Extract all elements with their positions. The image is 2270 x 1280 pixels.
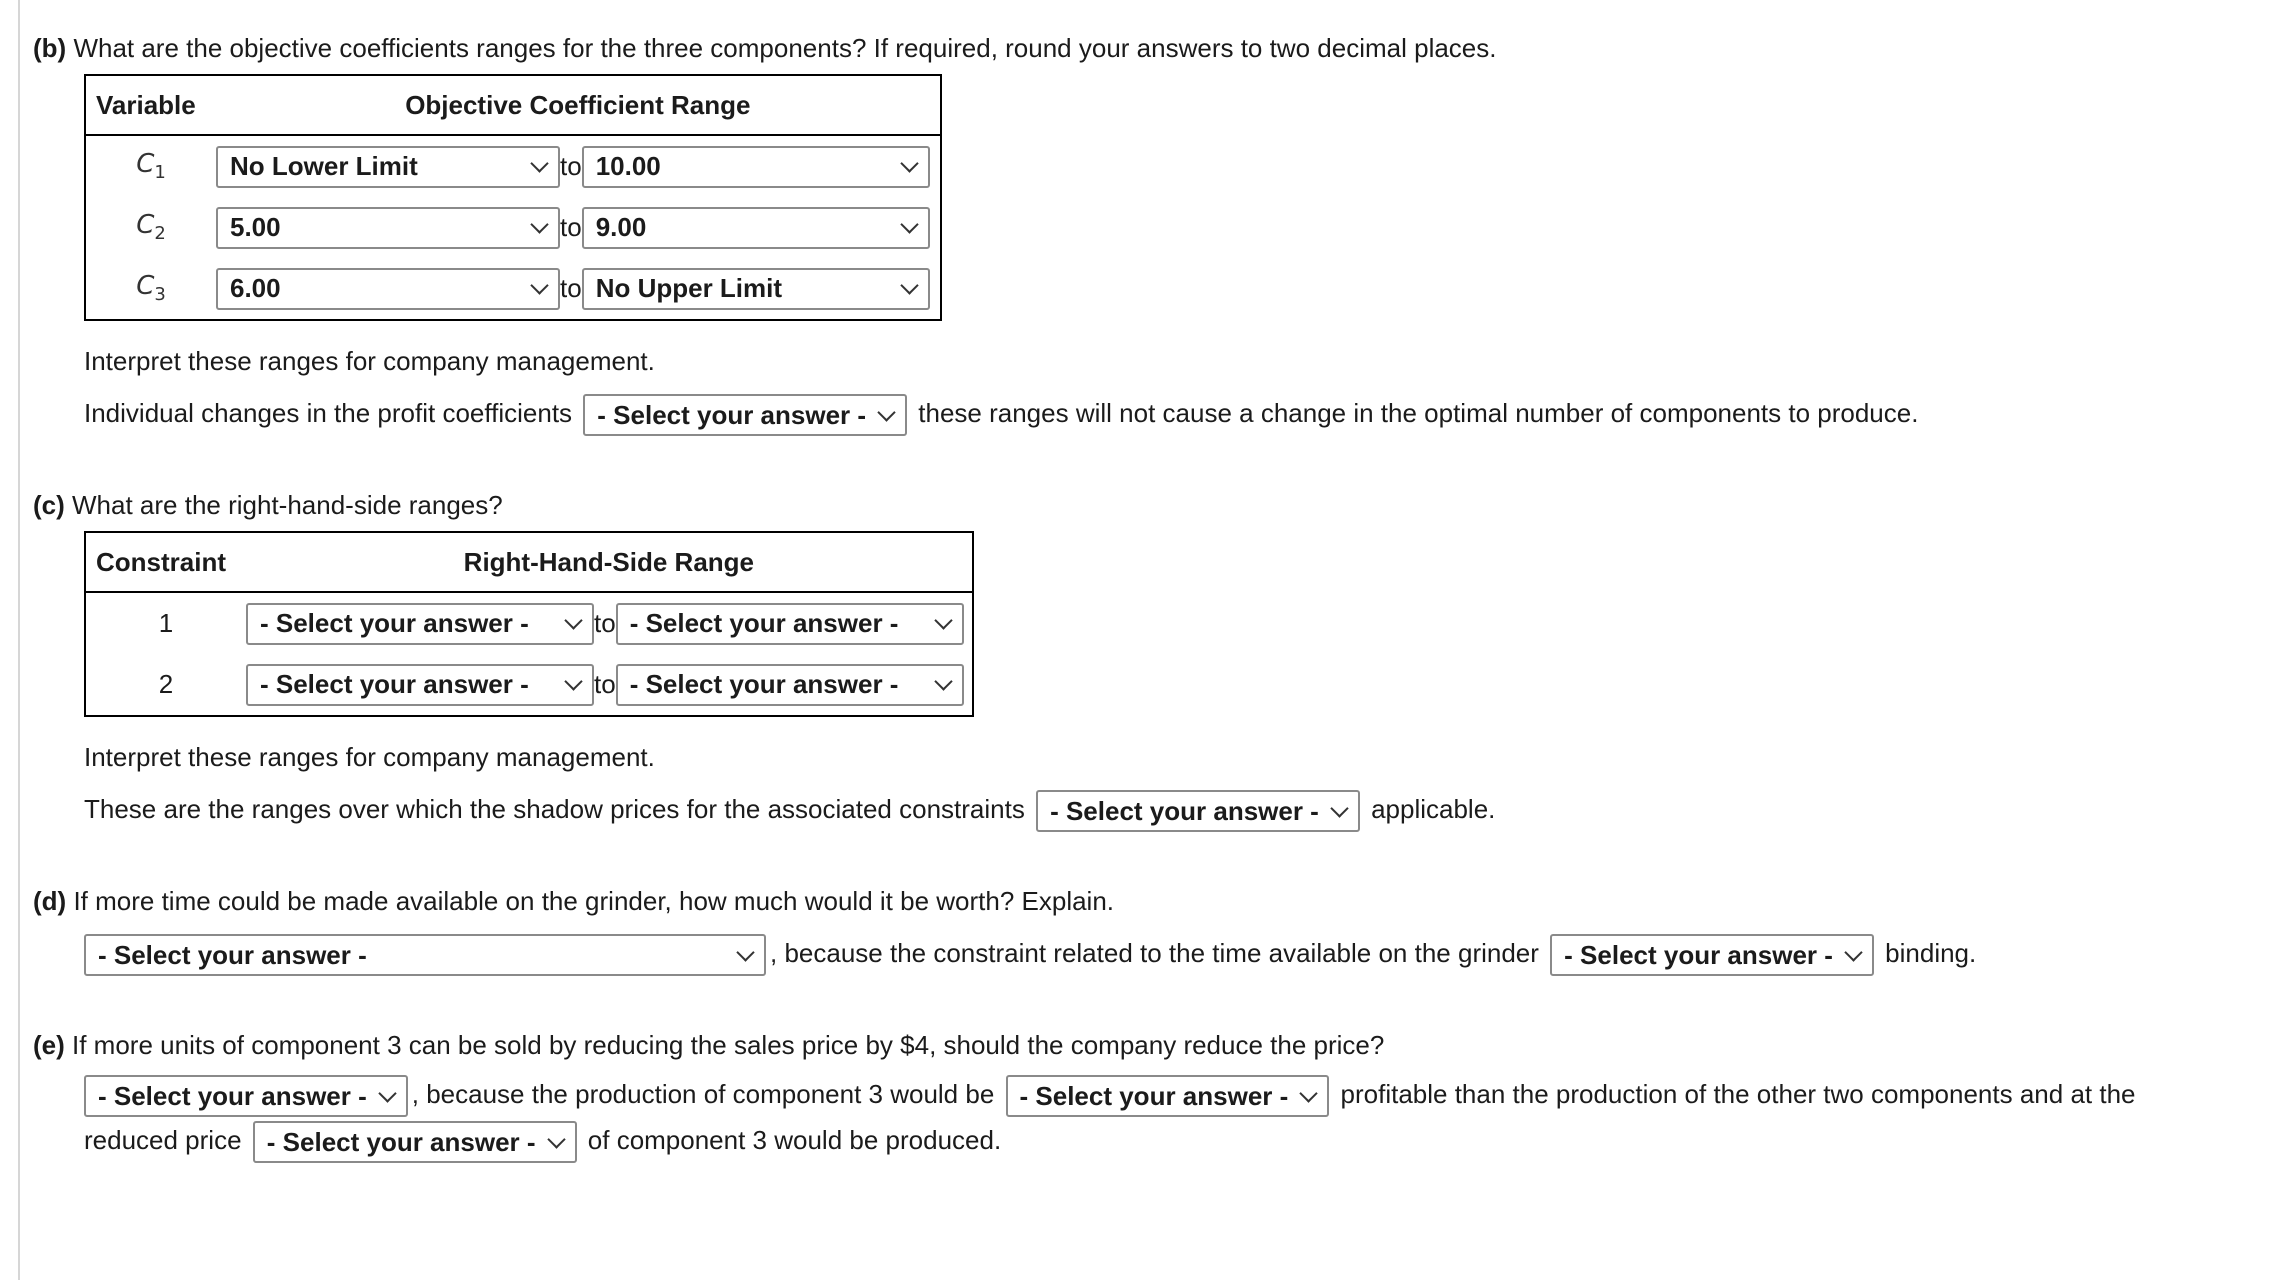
chevron-down-icon [877, 403, 895, 421]
c3-upper-select[interactable]: No Upper Limit [582, 268, 930, 310]
chevron-down-icon [378, 1084, 396, 1102]
chevron-down-icon [1300, 1084, 1318, 1102]
part-b-text: What are the objective coefficients ranges for the three components? If required, round your answers to two decimal places. [73, 33, 1497, 63]
part-c-label: (c) [33, 490, 65, 520]
constraint-header: Constraint [85, 532, 246, 592]
chevron-down-icon [530, 154, 548, 172]
chevron-down-icon [530, 215, 548, 233]
reduce-price-select[interactable]: - Select your answer - [84, 1075, 408, 1117]
part-c-text: What are the right-hand-side ranges? [72, 490, 503, 520]
part-d-question [33, 875, 2270, 927]
constraint-2-upper-select[interactable]: - Select your answer - [616, 664, 964, 706]
variable-c1: $C_1$ [136, 149, 166, 184]
profitability-select[interactable]: - Select your answer - [1006, 1075, 1330, 1117]
part-c-sentence: These are the ranges over which the shadow prices for the associated constraints - Select your answer - applicable. [84, 783, 2270, 835]
variable-c3: $C_3$ [136, 271, 166, 306]
part-b-question [33, 22, 2270, 74]
grinder-worth-select[interactable]: - Select your answer - [84, 934, 766, 976]
chevron-down-icon [564, 672, 582, 690]
objective-coefficient-table [84, 74, 942, 321]
chevron-down-icon [900, 215, 918, 233]
part-e-answer-line-1: - Select your answer - , because the production of component 3 would be - Select your answer - profitable than the production of the other two components and at the [84, 1071, 2270, 1117]
part-d-answer-line: - Select your answer - , because the constraint related to the time available on the grinder - Select your answer - binding. [84, 927, 2270, 979]
part-e-answer-line-2: reduced price - Select your answer - of component 3 would be produced. [84, 1117, 2270, 1163]
chevron-down-icon [900, 276, 918, 294]
rhs-range-header: Right-Hand-Side Range [246, 532, 973, 592]
part-b-interpret: Interpret these ranges for company management. [84, 346, 655, 376]
question-page [33, 22, 2270, 1163]
objective-range-header: Objective Coefficient Range [216, 75, 941, 135]
to-label: to [594, 608, 616, 638]
chevron-down-icon [736, 943, 754, 961]
constraint-number: 2 [158, 669, 174, 699]
c1-upper-select[interactable]: 10.00 [582, 146, 930, 188]
chevron-down-icon [934, 611, 952, 629]
variable-c2: $C_2$ [136, 210, 166, 245]
chevron-down-icon [900, 154, 918, 172]
part-e-question [33, 1019, 2270, 1071]
to-label: to [560, 212, 582, 242]
table-header-row [85, 75, 941, 135]
grinder-binding-select[interactable]: - Select your answer - [1550, 934, 1874, 976]
to-label: to [594, 669, 616, 699]
table-row [85, 197, 941, 258]
left-border [0, 0, 20, 1280]
table-row [85, 258, 941, 320]
to-label: to [560, 151, 582, 181]
part-c-interpret: Interpret these ranges for company management. [84, 742, 655, 772]
constraint-1-lower-select[interactable]: - Select your answer - [246, 603, 594, 645]
part-d-label: (d) [33, 886, 67, 916]
rhs-range-table [84, 531, 974, 717]
chevron-down-icon [547, 1130, 565, 1148]
constraint-2-lower-select[interactable]: - Select your answer - [246, 664, 594, 706]
part-b-label: (b) [33, 33, 67, 63]
chevron-down-icon [530, 276, 548, 294]
c2-upper-select[interactable]: 9.00 [582, 207, 930, 249]
table-header-row [85, 532, 973, 592]
units-produced-select[interactable]: - Select your answer - [253, 1121, 577, 1163]
part-e-text: If more units of component 3 can be sold by reducing the sales price by $4, should the company reduce the price? [72, 1030, 1385, 1060]
c1-lower-select[interactable]: No Lower Limit [216, 146, 560, 188]
variable-header: Variable [85, 75, 216, 135]
c2-lower-select[interactable]: 5.00 [216, 207, 560, 249]
part-d-text: If more time could be made available on the grinder, how much would it be worth? Explain. [73, 886, 1115, 916]
constraint-number: 1 [158, 608, 174, 638]
constraint-1-upper-select[interactable]: - Select your answer - [616, 603, 964, 645]
table-row [85, 654, 973, 716]
chevron-down-icon [934, 672, 952, 690]
to-label: to [560, 273, 582, 303]
chevron-down-icon [564, 611, 582, 629]
table-row [85, 135, 941, 197]
part-c-question [33, 479, 2270, 531]
shadow-prices-select[interactable]: - Select your answer - [1036, 790, 1360, 832]
table-row [85, 592, 973, 654]
chevron-down-icon [1330, 799, 1348, 817]
part-b-sentence: Individual changes in the profit coefficients - Select your answer - these ranges will not cause a change in the optimal number of components to produce. [84, 387, 2270, 439]
c3-lower-select[interactable]: 6.00 [216, 268, 560, 310]
part-e-label: (e) [33, 1030, 65, 1060]
chevron-down-icon [1844, 943, 1862, 961]
profit-coefficients-select[interactable]: - Select your answer - [583, 394, 907, 436]
